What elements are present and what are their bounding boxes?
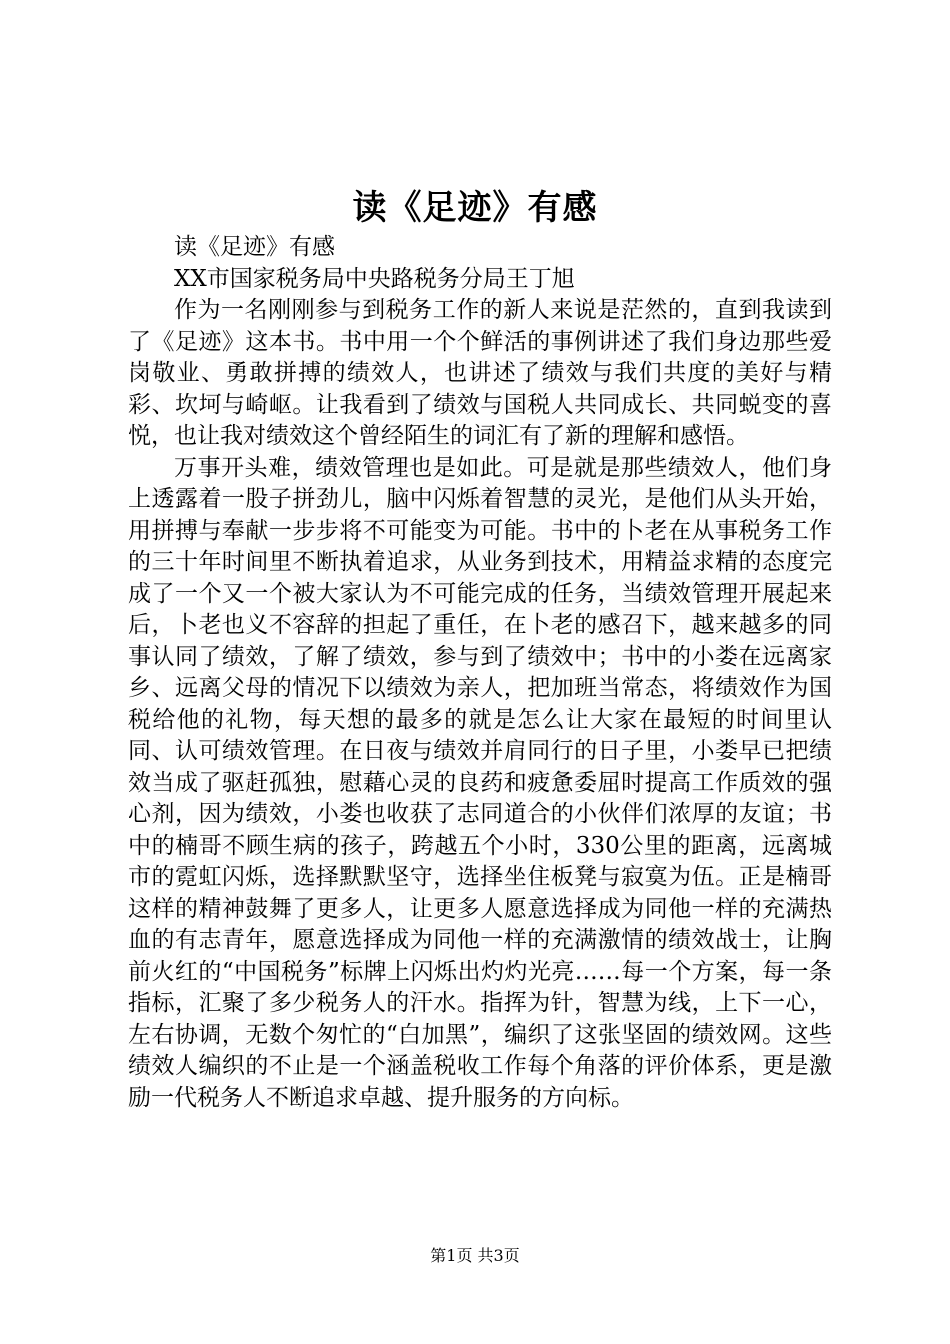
- paragraph-2: 万事开头难，绩效管理也是如此。可是就是那些绩效人，他们身上透露着一股子拼劲儿，脑中闪烁着智慧的灵光，是他们从头开始，用拼搏与奉献一步步将不可能变为可能。书中的卜老在从事税务工作的三十年时间里不断执着追求，从业务到技术，用精益求精的态度完成了一个又一个被大家认为不可能完成的任务，当绩效管理开展起来后，卜老也义不容辞的担起了重任，在卜老的感召下，越来越多的同事认同了绩效，了解了绩效，参与到了绩效中；书中的小娄在远离家乡、远离父母的情况下以绩效为亲人，把加班当常态，将绩效作为国税给他的礼物，每天想的最多的就是怎么让大家在最短的时间里认同、认可绩效管理。在日夜与绩效并肩同行的日子里，小娄早已把绩效当成了驱赶孤独，慰藉心灵的良药和疲惫委屈时提高工作质效的强心剂，因为绩效，小娄也收获了志同道合的小伙伴们浓厚的友谊；书中的楠哥不顾生病的孩子，跨越五个小时，330公里的距离，远离城市的霓虹闪烁，选择默默坚守，选择坐住板凳与寂寞为伍。正是楠哥这样的精神鼓舞了更多人，让更多人愿意选择成为同他一样的充满热血的有志青年，愿意选择成为同他一样的充满激情的绩效战士，让胸前火红的“中国税务”标牌上闪烁出灼灼光亮……每一个方案，每一条指标，汇聚了多少税务人的汗水。指挥为针，智慧为线，上下一心，左右协调，无数个匆忙的“白加黑”，编织了这张坚固的绩效网。这些绩效人编织的不止是一个涵盖税收工作每个角落的评价体系，更是激励一代税务人不断追求卓越、提升服务的方向标。: [128, 454, 832, 1111]
- paragraph-1: 作为一名刚刚参与到税务工作的新人来说是茫然的，直到我读到了《足迹》这本书。书中用一个个鲜活的事例讲述了我们身边那些爱岗敬业、勇敢拼搏的绩效人，也讲述了绩效与我们共度的美好与精彩、坎坷与崎岖。让我看到了绩效与国税人共同成长、共同蜕变的喜悦，也让我对绩效这个曾经陌生的词汇有了新的理解和感悟。: [128, 297, 832, 449]
- author-line: XX市国家税务局中央路税务分局王丁旭: [174, 265, 575, 292]
- page-footer: 第1页 共3页: [430, 1246, 520, 1265]
- document-title: 读《足迹》有感: [352, 188, 598, 228]
- document-body: [128, 232, 832, 1114]
- subtitle-line: 读《足迹》有感: [174, 234, 335, 260]
